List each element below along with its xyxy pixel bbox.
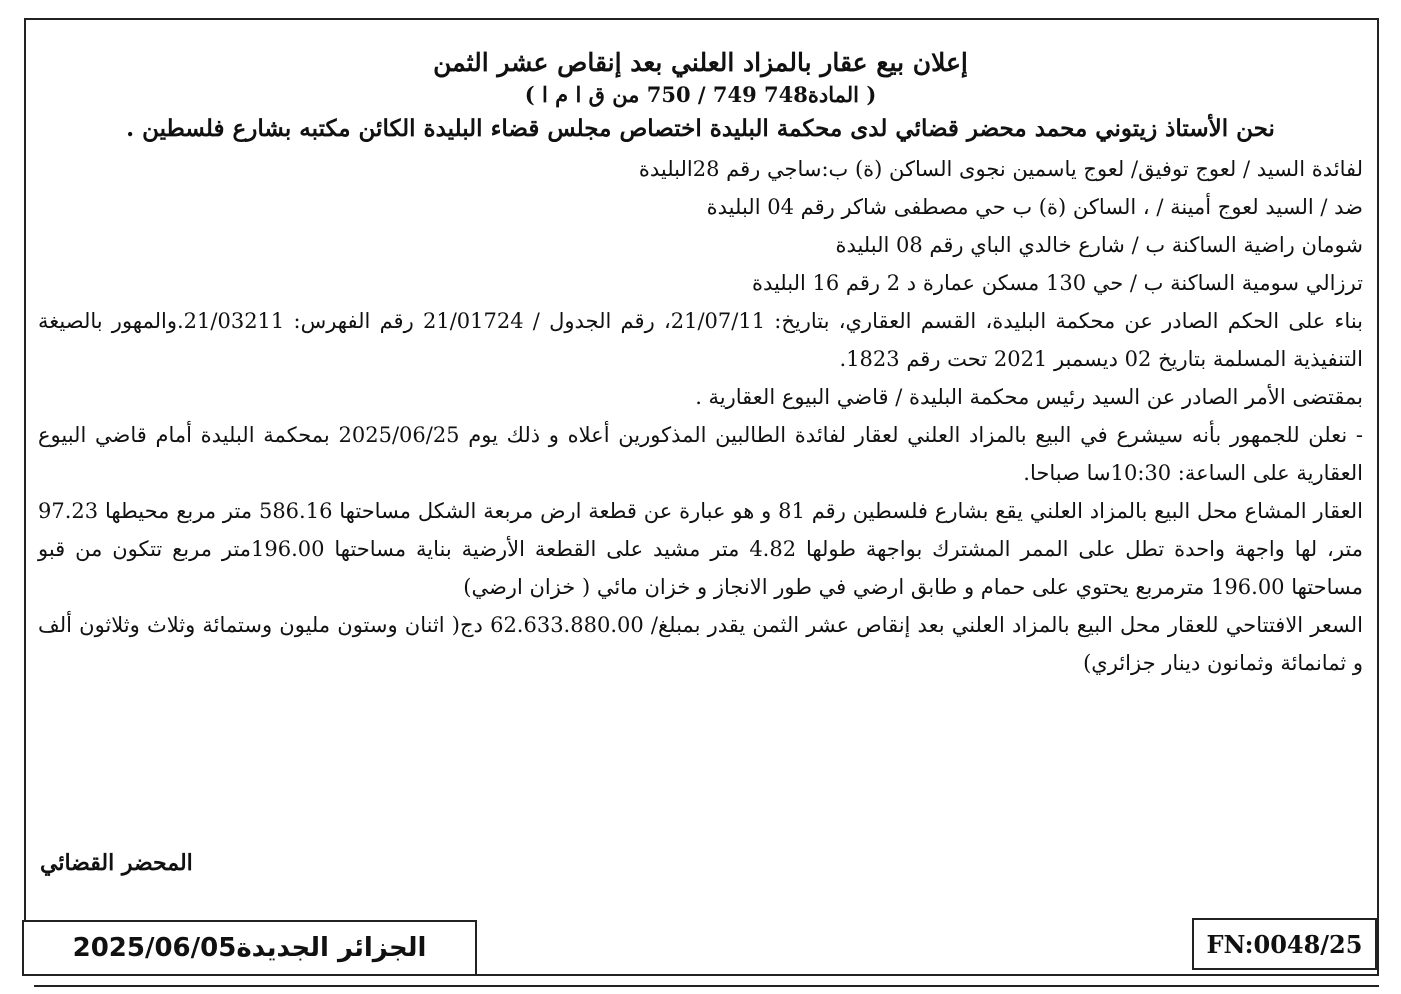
file-number: FN:0048/25 — [1206, 929, 1363, 959]
party-line: شومان راضية الساكنة ب / شارع خالدي الباي رقم 08 البليدة — [835, 233, 1363, 257]
newspaper-name-date: الجزائر الجديدة2025/06/05 — [72, 933, 427, 963]
bailiff-signature: المحضر القضائي — [40, 850, 193, 876]
newspaper-box — [22, 920, 477, 976]
notice-title: إعلان بيع عقار بالمزاد العلني بعد إنقاص عشر الثمن — [433, 48, 968, 77]
auction-date-paragraph: - نعلن للجمهور بأنه سيشرع في البيع بالمزاد العلني لعقار لفائدة الطالبين المذكورين أعلاه و ذلك يوم 2025/06/25 بمحكمة البليدة أمام قاضي البيوع العقارية على الساعة: 10:30سا صباحا. — [38, 423, 1364, 485]
notice-intro: نحن الأستاذ زيتوني محمد محضر قضائي لدى محكمة البليدة اختصاص مجلس قضاء البليدة الكائن مكتبه بشارع فلسطين . — [126, 115, 1275, 142]
notice-body — [38, 46, 1363, 682]
notice-articles: ( المادة748 749 / 750 من ق ا م ا ) — [524, 82, 877, 107]
party-line: ترزالي سومية الساكنة ب / حي 130 مسكن عمارة د 2 رقم 16 البليدة — [751, 271, 1363, 295]
party-line: ضد / السيد لعوج أمينة / ، الساكن (ة) ب حي مصطفى شاكر رقم 04 البليدة — [706, 195, 1363, 219]
property-description-paragraph: العقار المشاع محل البيع بالمزاد العلني يقع بشارع فلسطين رقم 81 و هو عبارة عن قطعة ارض مربعة الشكل مساحتها 586.16 متر مربع محيطها 97.23 متر، لها واجهة واحدة تطل على الممر المشترك بواجهة طولها 4.82 متر مشيد على القطعة الأرضية بناية مساحتها 196.00متر مربع تتكون من قبو مساحتها 196.00 مترمربع يحتوي على حمام و طابق ارضي في طور الانجاز و خزان مائي ( خزان ارضي) — [38, 499, 1364, 599]
file-number-box — [1192, 918, 1377, 970]
bottom-divider — [34, 985, 1379, 987]
opening-price-paragraph: السعر الافتتاحي للعقار محل البيع بالمزاد العلني بعد إنقاص عشر الثمن يقدر بمبلغ/ 62.633.880.00 دج( اثنان وستون مليون وستمائة وثلاث وثلاثون ألف و ثمانمائة وثمانون دينار جزائري) — [38, 613, 1363, 675]
judgment-paragraph: بناء على الحكم الصادر عن محكمة البليدة، القسم العقاري، بتاريخ: 21/07/11، رقم الجدول / 21/01724 رقم الفهرس: 21/03211.والمهور بالصيغة التنفيذية المسلمة بتاريخ 02 ديسمبر 2021 تحت رقم 1823. — [38, 309, 1363, 371]
party-line: لفائدة السيد / لعوج توفيق/ لعوج ياسمين نجوى الساكن (ة) ب:ساجي رقم 28البليدة — [638, 157, 1363, 181]
order-paragraph: بمقتضى الأمر الصادر عن السيد رئيس محكمة البليدة / قاضي البيوع العقارية . — [695, 385, 1363, 409]
